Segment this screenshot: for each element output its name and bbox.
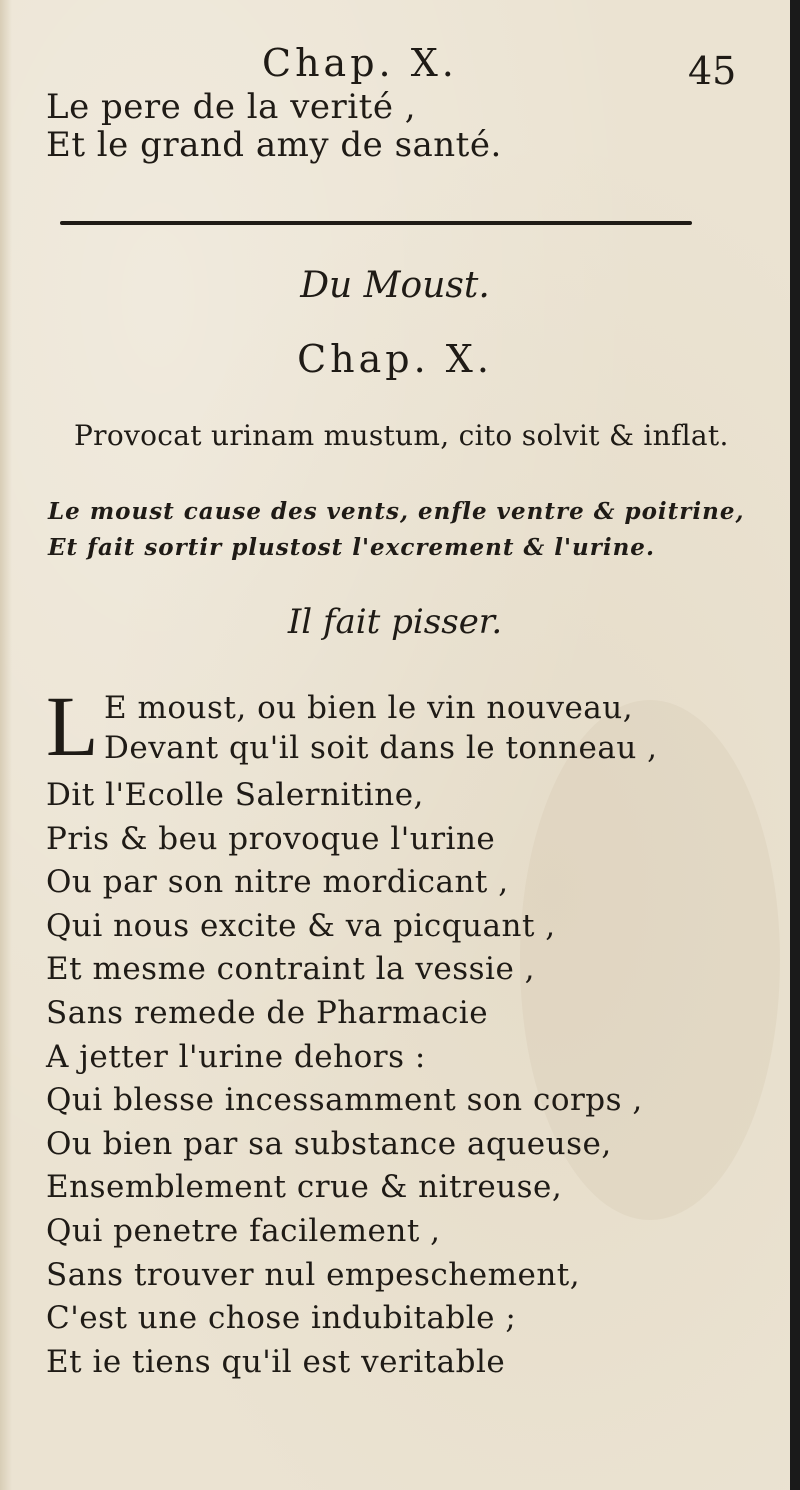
previous-verse-ending (46, 88, 746, 164)
section-divider (60, 221, 692, 225)
verse-line: E moust, ou bien le vin nouveau, (104, 690, 634, 726)
subtitle: Il fait pisser. (287, 602, 503, 642)
verse-line: Sans trouver nul empeschement, (46, 1256, 581, 1293)
summary-line: Et fait sortir plustost l'excrement & l'urine. (48, 534, 655, 561)
latin-epigraph: Provocat urinam mustum, cito solvit & inflat. (74, 419, 729, 452)
verse-line: Ou bien par sa substance aqueuse, (46, 1125, 612, 1162)
verse-line: Et mesme contraint la vessie , (46, 951, 536, 988)
verse-line: A jetter l'urine dehors : (46, 1038, 426, 1075)
verse-line: Ou par son nitre mordicant , (46, 864, 509, 901)
verse-line: Le pere de la verité , (46, 87, 417, 127)
verse-line: Devant qu'il soit dans le tonneau , (104, 730, 658, 766)
verse-line: Sans remede de Pharmacie (46, 994, 489, 1031)
verse-line: Qui nous excite & va picquant , (46, 907, 556, 944)
verse-line: Qui blesse incessamment son corps , (46, 1082, 643, 1119)
running-head: Chap. X. (262, 41, 458, 85)
section-title: Du Moust. (300, 265, 490, 306)
verse-line: Qui penetre facilement , (46, 1212, 441, 1249)
verse-opening (104, 688, 658, 768)
verse-line: Dit l'Ecolle Salernitine, (46, 777, 424, 813)
verse-line: Et ie tiens qu'il est veritable (46, 1343, 506, 1380)
page-number: 45 (688, 49, 737, 93)
verse-line: Pris & beu provoque l'urine (46, 820, 496, 857)
verse-body (46, 774, 643, 1384)
verse-line: C'est une chose indubitable ; (46, 1300, 517, 1337)
verse-line: Ensemblement crue & nitreuse, (46, 1169, 563, 1206)
drop-cap: L (46, 678, 99, 774)
verse-line: Et le grand amy de santé. (46, 125, 502, 165)
chapter-summary (48, 494, 768, 566)
summary-line: Le moust cause des vents, enfle ventre & poitrine, (48, 498, 745, 525)
chapter-heading: Chap. X. (297, 337, 493, 381)
page-gutter-shadow (0, 0, 12, 1490)
